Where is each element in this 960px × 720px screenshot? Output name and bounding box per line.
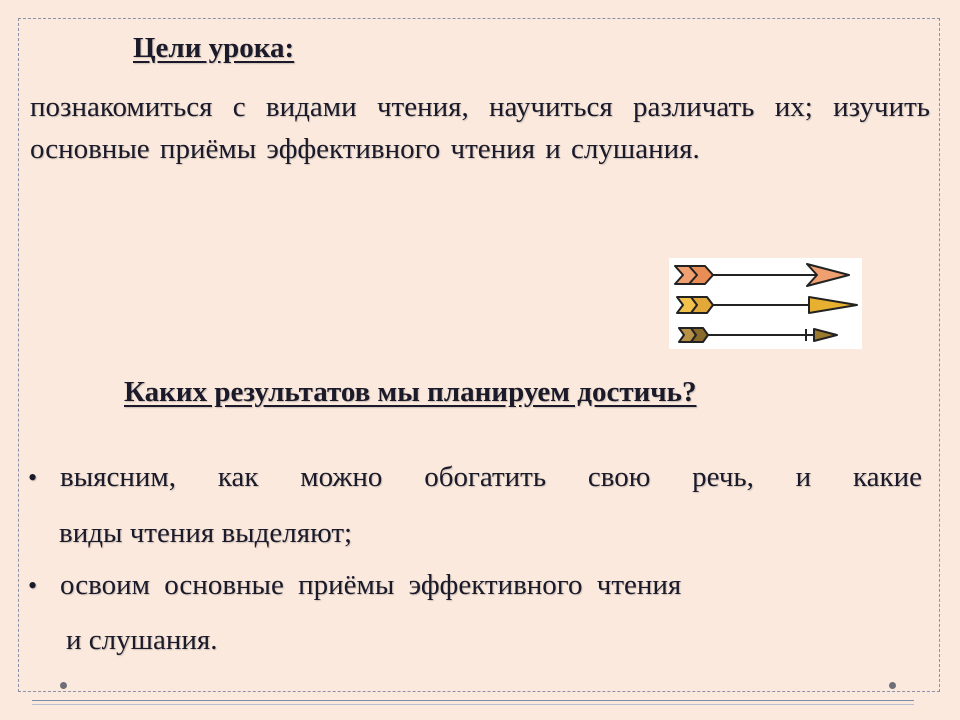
bottom-divider-secondary: [32, 704, 914, 705]
decor-dot-left: [60, 682, 67, 689]
arrow-brown-icon: [679, 328, 837, 342]
goals-text: познакомиться с видами чтения, научиться различать их; изучить основные приёмы эффективного чтения и слушания.: [30, 91, 930, 165]
result-item-1-line-2: виды чтения выделяют;: [59, 517, 353, 549]
result-item-1-line-1: выясним, как можно обогатить свою речь, и какие: [60, 461, 922, 493]
bullet-marker: •: [28, 463, 38, 492]
bullet-marker: •: [28, 571, 38, 600]
arrows-icon: [669, 258, 862, 349]
result-item-2-line-1: освоим основные приёмы эффективного чтения: [60, 569, 682, 601]
bottom-divider: [32, 700, 914, 701]
results-heading: Каких результатов мы планируем достичь?: [124, 376, 697, 408]
arrow-orange-icon: [675, 264, 849, 286]
result-item-2-line-2: и слушания.: [66, 624, 218, 656]
decor-dot-right: [889, 682, 896, 689]
arrow-yellow-icon: [677, 297, 857, 313]
goals-heading: Цели урока:: [133, 32, 295, 64]
